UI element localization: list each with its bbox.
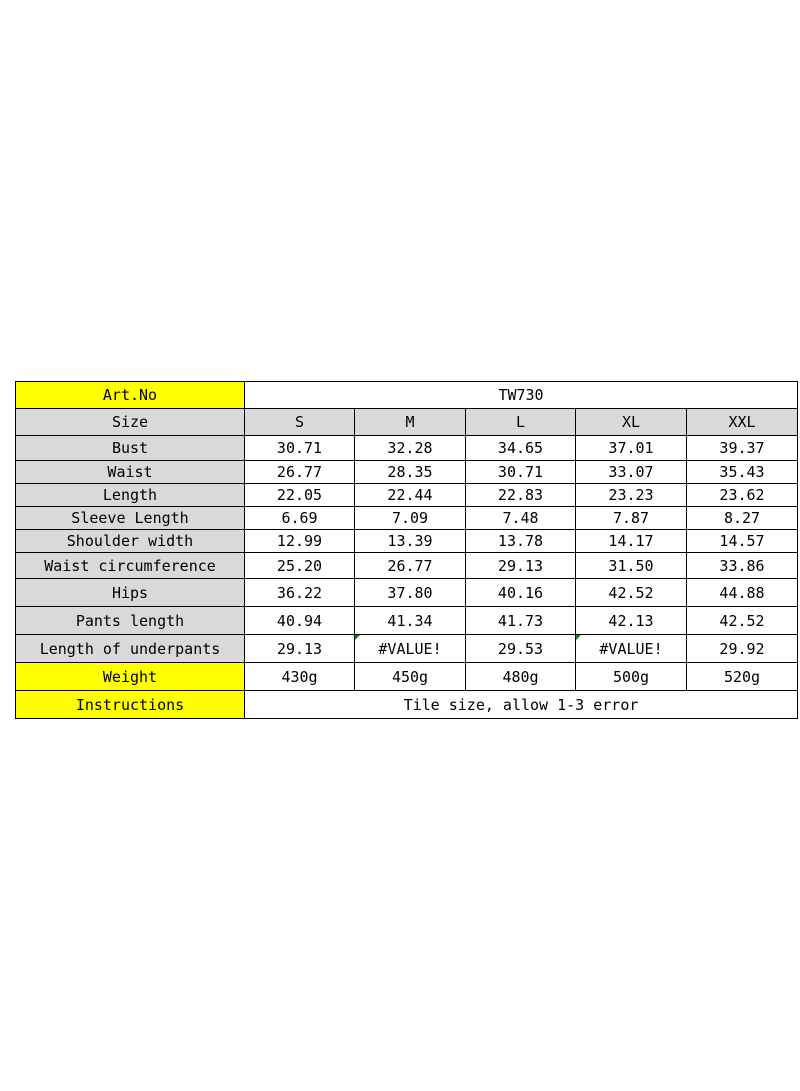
- weight-cell: 500g: [576, 663, 687, 691]
- table-cell: 33.07: [576, 461, 687, 484]
- instructions-row: [16, 691, 798, 719]
- table-cell: 23.62: [687, 484, 798, 507]
- table-cell: 41.73: [466, 607, 576, 635]
- table-cell: 41.34: [355, 607, 466, 635]
- table-cell: 32.28: [355, 436, 466, 461]
- table-cell: 8.27: [687, 507, 798, 530]
- table-cell: 7.87: [576, 507, 687, 530]
- table-row: [16, 484, 798, 507]
- table-cell: 7.48: [466, 507, 576, 530]
- instructions-label: Instructions: [16, 691, 245, 719]
- table-cell: 26.77: [245, 461, 355, 484]
- table-cell: 30.71: [466, 461, 576, 484]
- row-label: Bust: [16, 436, 245, 461]
- row-label: Sleeve Length: [16, 507, 245, 530]
- table-cell: 42.13: [576, 607, 687, 635]
- table-row: [16, 530, 798, 553]
- art-no-row: [16, 382, 798, 409]
- row-label: Hips: [16, 579, 245, 607]
- weight-label: Weight: [16, 663, 245, 691]
- table-row: [16, 607, 798, 635]
- table-cell: 6.69: [245, 507, 355, 530]
- table-row: [16, 436, 798, 461]
- row-label: Length: [16, 484, 245, 507]
- table-cell: 33.86: [687, 553, 798, 579]
- table-cell-error: #VALUE!: [576, 635, 687, 663]
- size-header-cell: XXL: [687, 409, 798, 436]
- art-no-label: Art.No: [16, 382, 245, 409]
- table-cell: 44.88: [687, 579, 798, 607]
- art-no-value: TW730: [245, 382, 798, 409]
- row-label: Pants length: [16, 607, 245, 635]
- table-cell: 29.13: [245, 635, 355, 663]
- table-cell: 35.43: [687, 461, 798, 484]
- weight-cell: 450g: [355, 663, 466, 691]
- table-row: [16, 635, 798, 663]
- table-cell: 23.23: [576, 484, 687, 507]
- table-cell: 14.57: [687, 530, 798, 553]
- weight-cell: 430g: [245, 663, 355, 691]
- table-cell: 37.80: [355, 579, 466, 607]
- table-cell: 40.94: [245, 607, 355, 635]
- table-row: [16, 579, 798, 607]
- table-cell: 7.09: [355, 507, 466, 530]
- row-label: Shoulder width: [16, 530, 245, 553]
- row-label: Waist: [16, 461, 245, 484]
- size-header-cell: L: [466, 409, 576, 436]
- table-cell: 40.16: [466, 579, 576, 607]
- table-cell: 42.52: [576, 579, 687, 607]
- table-cell: 22.83: [466, 484, 576, 507]
- table-cell: 29.92: [687, 635, 798, 663]
- table-cell: 42.52: [687, 607, 798, 635]
- table-cell: 13.78: [466, 530, 576, 553]
- table-cell: 29.53: [466, 635, 576, 663]
- size-label: Size: [16, 409, 245, 436]
- table-cell: 34.65: [466, 436, 576, 461]
- table-row: [16, 461, 798, 484]
- size-header-cell: M: [355, 409, 466, 436]
- weight-cell: 480g: [466, 663, 576, 691]
- table-row: [16, 553, 798, 579]
- table-cell: 12.99: [245, 530, 355, 553]
- table-cell: 39.37: [687, 436, 798, 461]
- table-cell: 22.44: [355, 484, 466, 507]
- row-label: Waist circumference: [16, 553, 245, 579]
- row-label: Length of underpants: [16, 635, 245, 663]
- weight-row: [16, 663, 798, 691]
- table-cell: 36.22: [245, 579, 355, 607]
- size-header-cell: XL: [576, 409, 687, 436]
- size-header-row: [16, 409, 798, 436]
- table-cell-error: #VALUE!: [355, 635, 466, 663]
- size-chart-table: [15, 381, 798, 719]
- table-cell: 26.77: [355, 553, 466, 579]
- table-cell: 13.39: [355, 530, 466, 553]
- table-cell: 30.71: [245, 436, 355, 461]
- table-cell: 37.01: [576, 436, 687, 461]
- table-cell: 14.17: [576, 530, 687, 553]
- table-cell: 31.50: [576, 553, 687, 579]
- size-header-cell: S: [245, 409, 355, 436]
- table-row: [16, 507, 798, 530]
- weight-cell: 520g: [687, 663, 798, 691]
- table-cell: 29.13: [466, 553, 576, 579]
- table-cell: 28.35: [355, 461, 466, 484]
- instructions-value: Tile size, allow 1-3 error: [245, 691, 798, 719]
- table-cell: 22.05: [245, 484, 355, 507]
- table-cell: 25.20: [245, 553, 355, 579]
